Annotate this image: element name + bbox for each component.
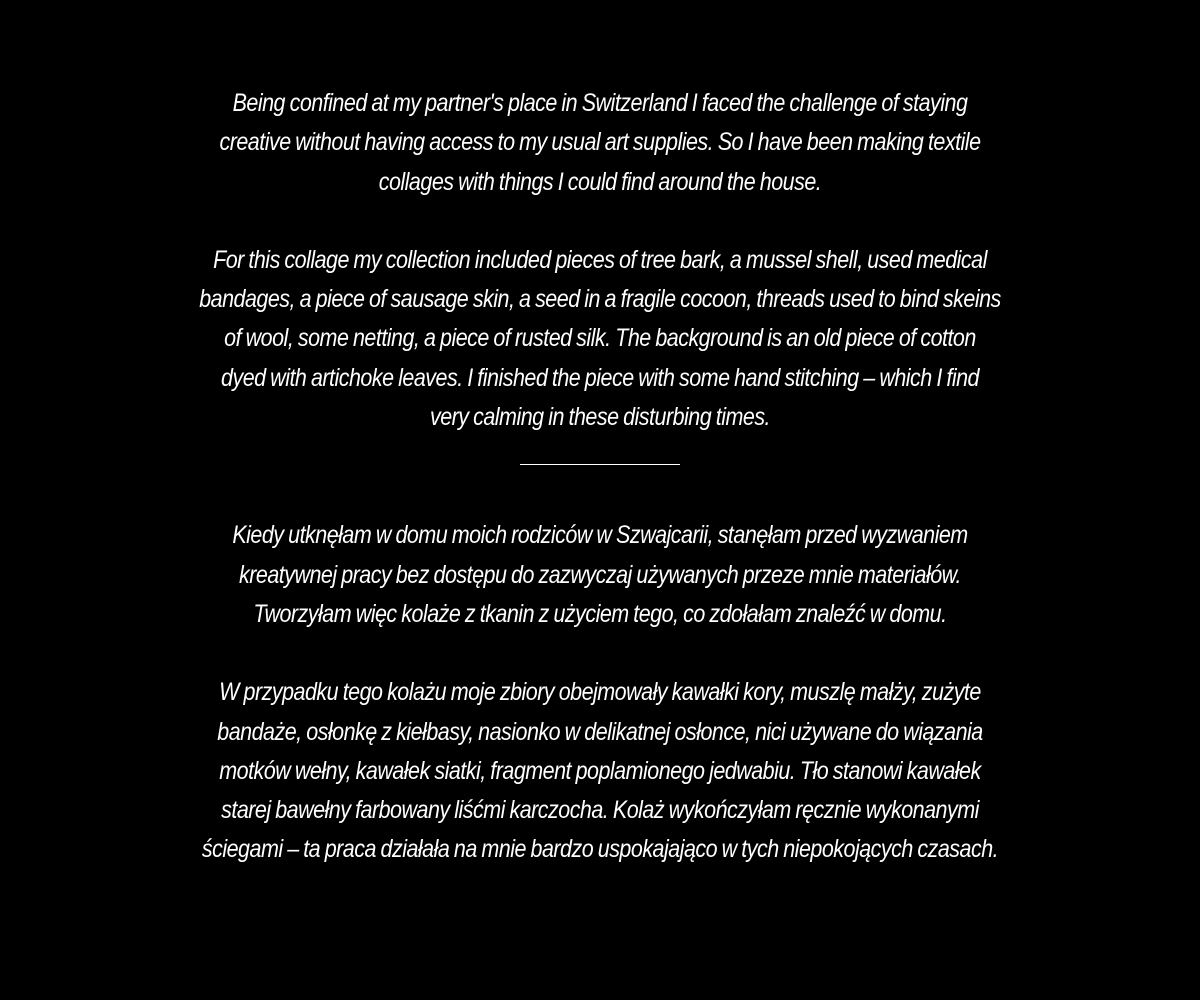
text-line: starej bawełny farbowany liśćmi karczocha. Kolaż wykończyłam ręcznie wykonanymi: [221, 796, 979, 825]
section-divider: [520, 464, 680, 465]
text-line: bandaże, osłonkę z kiełbasy, nasionko w delikatnej osłonce, nici używane do wiązania: [217, 717, 983, 746]
english-paragraph-2: [170, 241, 1030, 437]
text-line: For this collage my collection included pieces of tree bark, a mussel shell, used medical: [213, 245, 987, 274]
text-line: collages with things I could find around the house.: [378, 167, 822, 196]
polish-paragraph-1: [170, 516, 1030, 634]
artist-statement: [0, 84, 1200, 870]
paragraph-gap: [0, 634, 1200, 673]
paragraph-gap: [0, 202, 1200, 241]
text-line: Tworzyłam więc kolaże z tkanin z użyciem tego, co zdołałam znaleźć w domu.: [253, 599, 947, 628]
text-line: bandages, a piece of sausage skin, a seed in a fragile cocoon, threads used to bind skeins: [199, 285, 1001, 314]
english-paragraph-1: [170, 84, 1030, 202]
text-line: very calming in these disturbing times.: [429, 403, 771, 432]
text-line: ściegami – ta praca działała na mnie bardzo uspokajająco w tych niepokojących czasach.: [201, 835, 999, 864]
text-line: Kiedy utknęłam w domu moich rodziców w Szwajcarii, stanęłam przed wyzwaniem: [232, 521, 968, 550]
text-line: W przypadku tego kolażu moje zbiory obejmowały kawałki kory, muszlę małży, zużyte: [219, 678, 981, 707]
text-line: Being confined at my partner's place in Switzerland I faced the challenge of staying: [232, 89, 968, 117]
text-line: kreatywnej pracy bez dostępu do zazwyczaj używanych przeze mnie materiałów.: [239, 560, 961, 589]
text-line: motków wełny, kawałek siatki, fragment poplamionego jedwabiu. Tło stanowi kawałek: [219, 756, 981, 785]
text-line: of wool, some netting, a piece of rusted silk. The background is an old piece of cotton: [224, 324, 976, 353]
text-line: creative without having access to my usual art supplies. So I have been making textile: [219, 128, 981, 157]
text-line: dyed with artichoke leaves. I finished the piece with some hand stitching – which I find: [221, 363, 979, 392]
polish-paragraph-2: [170, 673, 1030, 869]
